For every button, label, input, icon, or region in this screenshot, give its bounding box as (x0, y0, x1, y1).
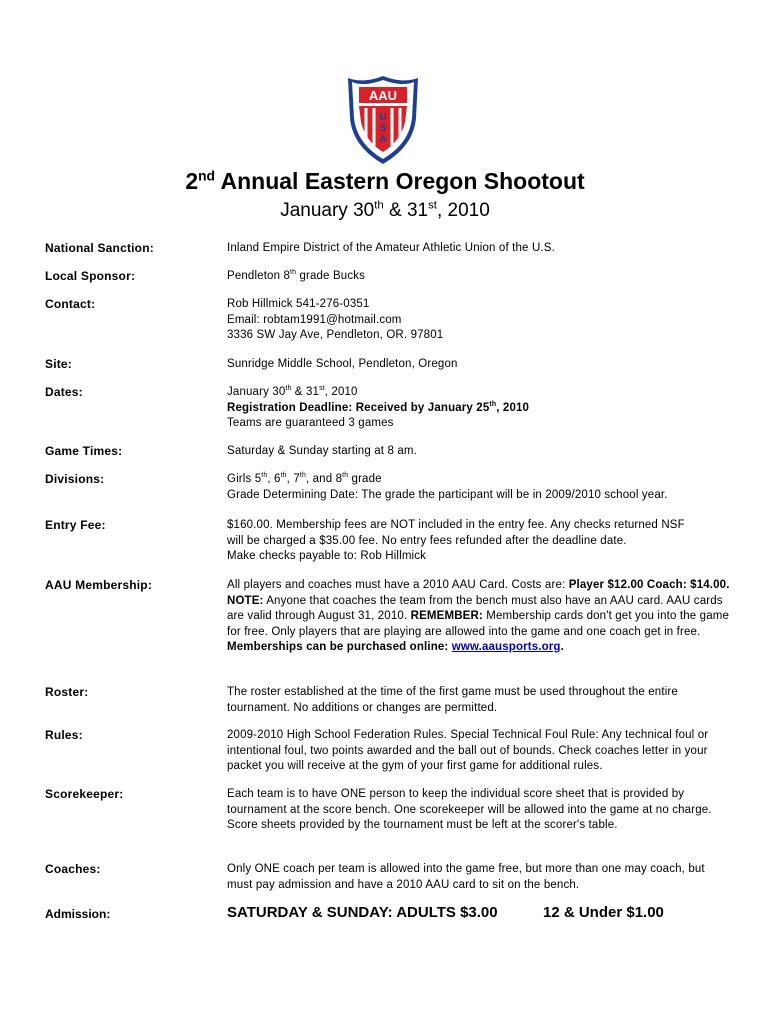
value-coaches: Only ONE coach per team is allowed into the game free, but more than one may coach, but must pay admission and have a 2010 AAU card to sit on the bench. (227, 863, 705, 891)
aau-usa-shield-logo (346, 74, 420, 166)
value-contact (227, 297, 732, 344)
contact-email: Email: robtam1991@hotmail.com (227, 313, 402, 326)
label-entry-fee: Entry Fee: (45, 518, 106, 532)
value-aau-membership: All players and coaches must have a 2010 AAU Card. Costs are: Player $12.00 Coach: $14.00. NOTE: Anyone that coaches the team from the bench must also have an AAU card. AAU cards are valid through August 31, 2010. REMEMBER: Membership cards don't get you into the game for free. Only players that are playing are allowed into the game and one coach get in free. Memberships can be purchased online: www.aausports.org. (227, 579, 730, 653)
label-site: Site: (45, 357, 73, 371)
games-guarantee: Teams are guaranteed 3 games (227, 417, 394, 429)
label-local-sponsor: Local Sponsor: (45, 269, 136, 283)
value-entry-fee: $160.00. Membership fees are NOT included in the entry fee. Any checks returned NSF will be charged a $35.00 fee. No entry fees refunded after the deadline date. Make checks payable to: Rob Hillmick (227, 519, 685, 562)
label-divisions: Divisions: (45, 472, 105, 486)
label-coaches: Coaches: (45, 862, 101, 876)
label-rules: Rules: (45, 728, 83, 742)
value-divisions: Girls 5th, 6th, 7th, and 8th grade Grade Determining Date: The grade the participant will be in 2009/2010 school year. (227, 472, 732, 503)
value-site: Sunridge Middle School, Pendleton, Oregon (227, 358, 458, 370)
label-admission: Admission: (45, 907, 111, 921)
grade-determining-date: Grade Determining Date: The grade the participant will be in 2009/2010 school year. (227, 488, 668, 501)
aausports-link[interactable]: www.aausports.org (451, 641, 561, 653)
label-contact: Contact: (45, 297, 96, 311)
page-title: 2nd Annual Eastern Oregon Shootout (185, 168, 585, 194)
svg-text:A: A (379, 134, 387, 145)
label-aau-membership: AAU Membership: (45, 578, 153, 592)
value-local-sponsor: Pendleton 8th grade Bucks (227, 269, 366, 282)
admission-adults: SATURDAY & SUNDAY: ADULTS $3.00 (227, 904, 498, 921)
value-roster: The roster established at the time of the first game must be used throughout the entire tournament. No additions or changes are permitted. (227, 686, 678, 714)
value-dates: January 30th & 31st, 2010 Registration Deadline: Received by January 25th, 2010 Teams are guaranteed 3 games (227, 385, 732, 432)
value-national-sanction: Inland Empire District of the Amateur Athletic Union of the U.S. (227, 242, 555, 254)
value-rules: 2009-2010 High School Federation Rules. Special Technical Foul Rule: Any technical foul or intentional foul, two points awarded and the ball out of bounds. Check coaches letter in your packet you will receive at the gym of your first game for additional rules. (227, 729, 709, 772)
logo-text-aau: AAU (368, 88, 398, 103)
value-scorekeeper: Each team is to have ONE person to keep the individual score sheet that is provided by tournament at the score bench. One scorekeeper will be allowed into the game at no charge. Score sheets provided by the tournament must be left at the scorer's table. (227, 788, 712, 831)
page-subtitle-dates: January 30th & 31st, 2010 (280, 199, 490, 221)
label-scorekeeper: Scorekeeper: (45, 787, 124, 801)
svg-text:U: U (379, 112, 387, 123)
registration-deadline: Registration Deadline: Received by January 25th, 2010 (227, 400, 530, 414)
svg-text:S: S (379, 123, 387, 134)
contact-name-phone: Rob Hillmick 541-276-0351 (227, 298, 370, 310)
label-national-sanction: National Sanction: (45, 241, 154, 255)
contact-address: 3336 SW Jay Ave, Pendleton, OR. 97801 (227, 329, 444, 341)
label-game-times: Game Times: (45, 444, 123, 458)
admission-kids: 12 & Under $1.00 (543, 904, 664, 921)
label-dates: Dates: (45, 385, 83, 399)
value-game-times: Saturday & Sunday starting at 8 am. (227, 445, 417, 457)
label-roster: Roster: (45, 685, 89, 699)
